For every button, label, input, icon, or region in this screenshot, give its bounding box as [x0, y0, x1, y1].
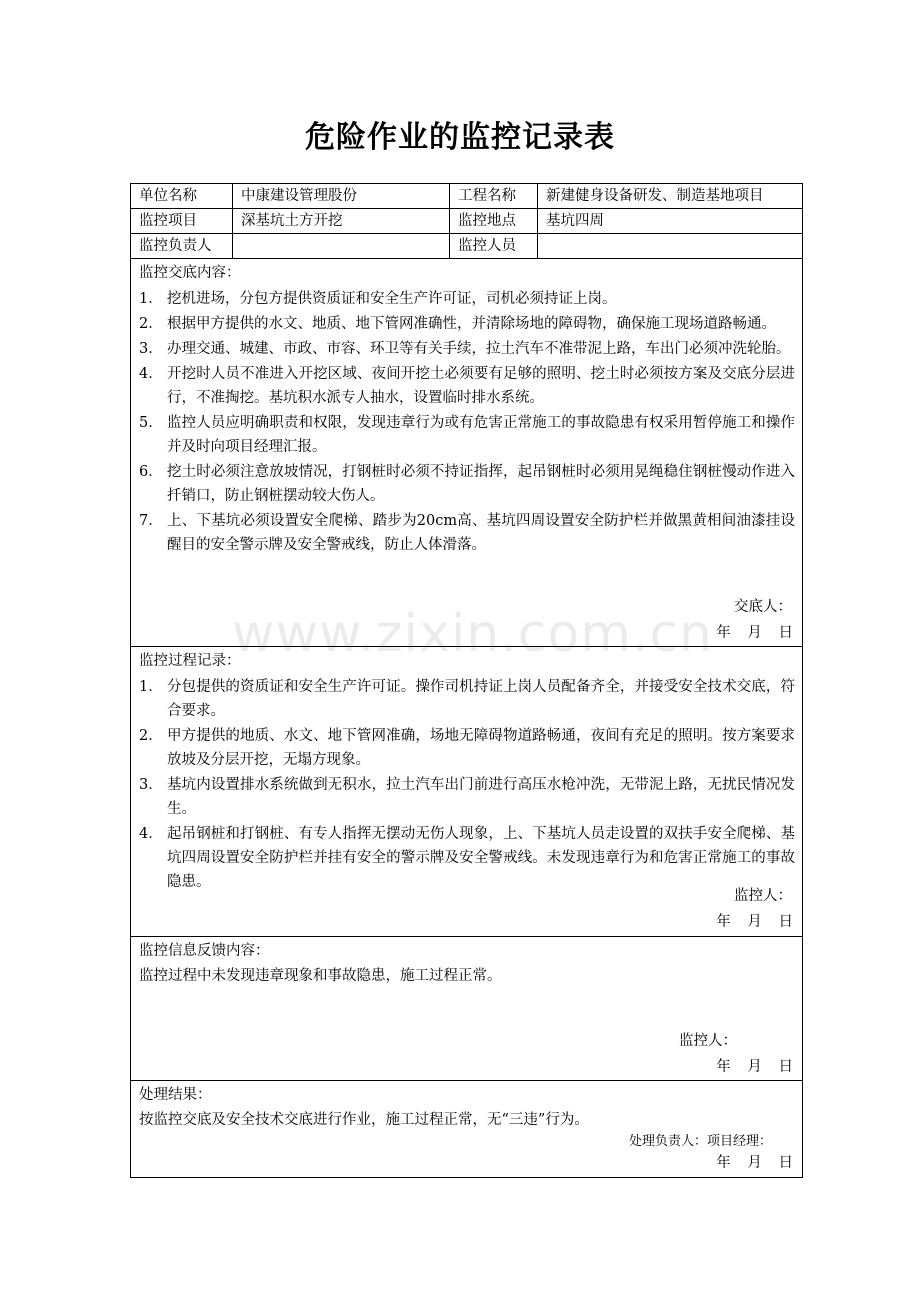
briefing-date: 年 月 日	[716, 625, 793, 641]
header-row-2	[131, 209, 802, 234]
briefing-item	[139, 362, 795, 410]
briefing-item	[139, 337, 795, 361]
project-value: 新建健身设备研发、制造基地项目	[546, 188, 764, 204]
briefing-item	[139, 460, 795, 508]
process-signer: 监控人：	[734, 888, 792, 904]
briefing-item	[139, 287, 795, 311]
feedback-title: 监控信息反馈内容：	[139, 943, 270, 959]
process-date: 年 月 日	[716, 914, 793, 930]
process-item-text: 分包提供的资质证和安全生产许可证。操作司机持证上岗人员配备齐全，并接受安全技术交底，符合要求。	[167, 679, 795, 719]
process-section	[131, 647, 802, 937]
process-item	[139, 773, 795, 821]
result-date: 年 月 日	[716, 1155, 793, 1171]
briefing-signer: 交底人：	[734, 599, 792, 615]
process-item	[139, 724, 795, 772]
process-item-number: 2．	[139, 728, 163, 744]
record-table	[130, 183, 803, 1178]
briefing-item-text: 挖土时必须注意放坡情况，打钢桩时必须不持证指挥，起吊钢桩时必须用晃绳稳住钢桩慢动作进入扦销口，防止钢桩摆动较大伤人。	[167, 464, 795, 504]
briefing-item	[139, 509, 795, 557]
process-item-number: 3．	[139, 777, 163, 793]
briefing-item-number: 3．	[139, 341, 163, 357]
feedback-section	[131, 937, 802, 1081]
result-title: 处理结果：	[139, 1087, 212, 1103]
briefing-item-text: 开挖时人员不准进入开挖区域、夜间开挖土必须要有足够的照明、挖土时必须按方案及交底分层进行，不准掏挖。基坑积水派专人抽水，设置临时排水系统。	[167, 366, 795, 406]
result-section	[131, 1081, 802, 1177]
briefing-item	[139, 411, 795, 459]
process-item-number: 1．	[139, 679, 163, 695]
briefing-item-number: 4．	[139, 366, 163, 382]
unit-label: 单位名称	[131, 184, 233, 208]
staff-label: 监控人员	[450, 234, 538, 258]
process-item-text: 甲方提供的地质、水文、地下管网准确，场地无障碍物道路畅通，夜间有充足的照明。按方案要求放坡及分层开挖，无塌方现象。	[167, 728, 795, 768]
briefing-item-number: 6．	[139, 464, 163, 480]
project-label: 工程名称	[450, 184, 538, 208]
briefing-item-text: 挖机进场，分包方提供资质证和安全生产许可证，司机必须持证上岗。	[167, 291, 617, 307]
briefing-title: 监控交底内容：	[139, 265, 241, 281]
result-signer: 处理负责人：项目经理：	[628, 1134, 772, 1149]
item-label: 监控项目	[131, 209, 233, 233]
header-row-1	[131, 184, 802, 209]
process-item	[139, 822, 795, 894]
process-item	[139, 675, 795, 723]
process-title: 监控过程记录：	[139, 653, 241, 669]
briefing-section	[131, 259, 802, 647]
leader-label: 监控负责人	[131, 234, 233, 258]
location-value: 基坑四周	[546, 213, 604, 229]
result-text: 按监控交底及安全技术交底进行作业，施工过程正常，无“三违”行为。	[139, 1112, 589, 1128]
briefing-item-text: 上、下基坑必须设置安全爬梯、踏步为20cm高、基坑四周设置安全防护栏并做黑黄相间油漆挂设醒目的安全警示牌及安全警戒线，防止人体滑落。	[167, 513, 795, 553]
briefing-item-number: 1．	[139, 291, 163, 307]
page-title: 危险作业的监控记录表	[305, 120, 615, 155]
staff-value	[538, 234, 802, 258]
briefing-item-number: 7．	[139, 513, 163, 529]
briefing-item-number: 5．	[139, 415, 163, 431]
item-value: 深基坑土方开挖	[233, 209, 450, 233]
header-row-3	[131, 234, 802, 259]
unit-value: 中康建设管理股份	[233, 184, 450, 208]
briefing-list	[139, 287, 795, 557]
feedback-date: 年 月 日	[716, 1059, 793, 1075]
watermark: www.zixin.com.cn	[232, 604, 713, 664]
location-label: 监控地点	[450, 209, 538, 233]
briefing-item-text: 监控人员应明确职责和权限，发现违章行为或有危害正常施工的事故隐患有权采用暂停施工和操作并及时向项目经理汇报。	[167, 415, 795, 455]
briefing-item	[139, 312, 795, 336]
process-list	[139, 675, 795, 894]
process-item-text: 基坑内设置排水系统做到无积水，拉土汽车出门前进行高压水枪冲洗，无带泥上路，无扰民情况发生。	[167, 777, 795, 817]
briefing-item-number: 2．	[139, 316, 163, 332]
feedback-text: 监控过程中未发现违章现象和事故隐患，施工过程正常。	[139, 968, 502, 984]
feedback-signer: 监控人：	[679, 1033, 737, 1049]
process-item-text: 起吊钢桩和打钢桩、有专人指挥无摆动无伤人现象，上、下基坑人员走设置的双扶手安全爬梯、基坑四周设置安全防护栏并挂有安全的警示牌及安全警戒线。未发现违章行为和危害正常施工的事故隐患。	[167, 826, 795, 890]
leader-value	[233, 234, 450, 258]
process-item-number: 4．	[139, 826, 163, 842]
briefing-item-text: 根据甲方提供的水文、地质、地下管网准确性，并清除场地的障碍物，确保施工现场道路畅通。	[167, 316, 776, 332]
briefing-item-text: 办理交通、城建、市政、市容、环卫等有关手续，拉土汽车不准带泥上路，车出门必须冲洗轮胎。	[167, 341, 791, 357]
